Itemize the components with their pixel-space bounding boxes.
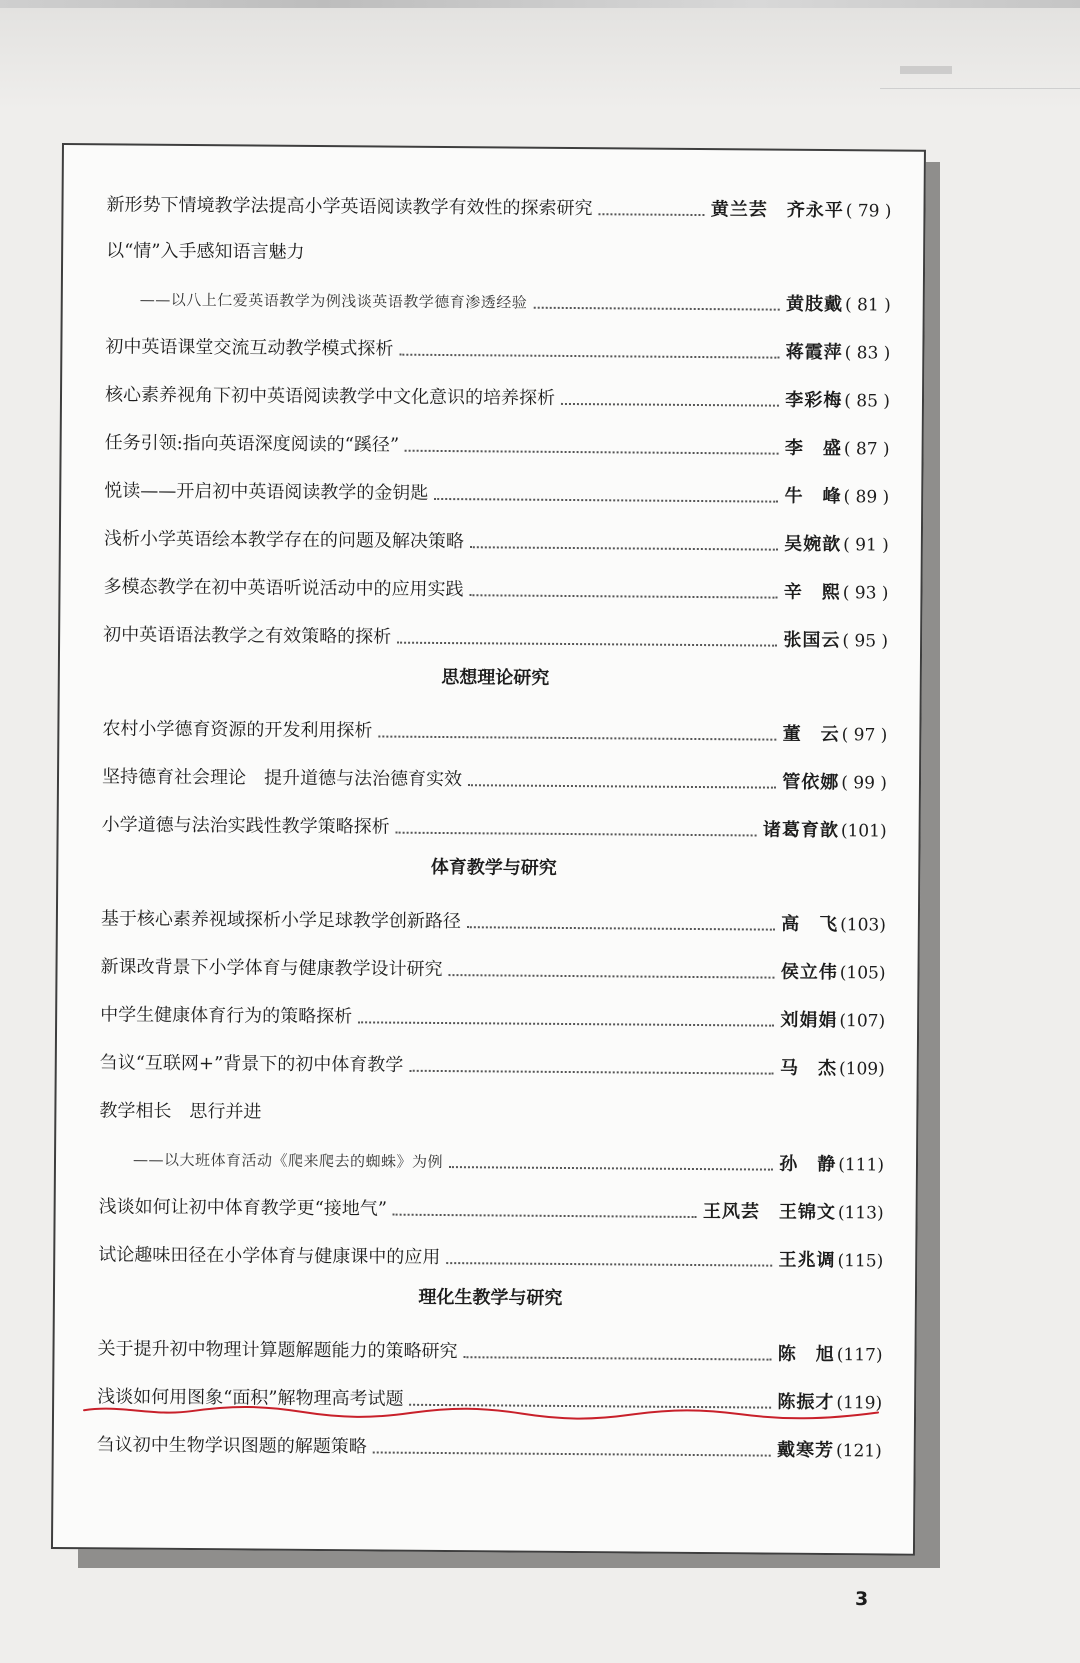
entry-page: (119) <box>836 1393 883 1414</box>
entry-title: 新形势下情境教学法提高小学英语阅读教学有效性的探索研究 <box>106 194 593 220</box>
entry-author: 戴寒芳 <box>776 1439 835 1462</box>
leader-dots <box>397 642 777 647</box>
leader-dots <box>409 1070 774 1075</box>
entry-title: 中学生健康体育行为的策略探析 <box>100 1004 353 1028</box>
entry-author: 王风芸 王锦文 <box>702 1201 836 1224</box>
leader-dots <box>469 594 777 598</box>
toc-entry[interactable] <box>105 371 890 413</box>
entry-title: 核心素养视角下初中英语阅读教学中文化意识的培养探析 <box>104 384 556 409</box>
toc-entry[interactable] <box>106 227 891 269</box>
leader-dots <box>468 784 776 788</box>
entry-page: ( 85 ) <box>844 391 891 412</box>
entry-page: ( 79 ) <box>845 201 892 222</box>
toc-entry[interactable] <box>100 1039 885 1081</box>
leader-dots <box>463 1356 771 1360</box>
entry-author: 黄肢戴 <box>785 293 844 316</box>
leader-dots <box>448 974 774 979</box>
entry-author: 吴婉歆 <box>784 533 842 556</box>
entry-page: (107) <box>839 1011 886 1032</box>
toc-entry[interactable] <box>101 895 886 937</box>
toc-entry[interactable] <box>102 801 887 843</box>
leader-dots <box>561 403 779 407</box>
entry-page: ( 97 ) <box>841 725 888 746</box>
entry-author: 辛 熙 <box>783 581 841 604</box>
toc-entry[interactable] <box>102 705 887 747</box>
leader-dots <box>378 736 776 741</box>
entry-page: (105) <box>839 963 886 984</box>
entry-subtitle: ——以大班体育活动《爬来爬去的蜘蛛》为例 <box>132 1150 444 1172</box>
entry-author: 高 飞 <box>781 913 839 936</box>
entry-page: (121) <box>835 1441 882 1462</box>
entry-author: 李彩梅 <box>785 389 843 412</box>
entry-page: ( 81 ) <box>844 295 891 316</box>
leader-dots <box>434 498 778 503</box>
entry-author: 孙 静 <box>779 1153 837 1176</box>
entry-author: 张国云 <box>783 629 841 652</box>
entry-page: (109) <box>838 1059 885 1080</box>
entry-author: 马 杰 <box>779 1057 838 1080</box>
leader-dots <box>598 213 704 216</box>
leader-dots <box>467 926 775 930</box>
entry-title: 农村小学德育资源的开发利用探析 <box>102 718 373 742</box>
toc-entry-subtitle[interactable] <box>99 1135 884 1177</box>
leader-dots <box>373 1451 771 1456</box>
entry-page: (115) <box>837 1251 884 1272</box>
section-heading: 理化生教学与研究 <box>418 1286 563 1309</box>
entry-title: 教学相长 思行并进 <box>99 1100 262 1123</box>
toc-frame <box>51 143 926 1556</box>
section-heading: 思想理论研究 <box>441 666 550 689</box>
leader-dots <box>470 546 778 550</box>
entry-title: 悦读——开启初中英语阅读教学的金钥匙 <box>104 480 429 504</box>
entry-page: ( 89 ) <box>843 487 890 508</box>
page-top-shadow <box>0 0 1080 110</box>
entry-author: 牛 峰 <box>784 485 842 508</box>
leader-dots <box>533 307 780 311</box>
toc-entry[interactable] <box>103 563 888 605</box>
entry-author: 刘娟娟 <box>780 1009 838 1032</box>
entry-title: 初中英语语法教学之有效策略的探析 <box>103 624 392 648</box>
entry-title: 浅析小学英语绘本教学存在的问题及解决策略 <box>103 528 464 553</box>
entry-title: 多模态教学在初中英语听说活动中的应用实践 <box>103 576 464 601</box>
entry-page: (117) <box>836 1345 883 1366</box>
entry-author: 董 云 <box>782 723 840 746</box>
toc-entry[interactable] <box>97 1325 882 1367</box>
entry-page: ( 99 ) <box>841 773 888 794</box>
entry-page: (113) <box>837 1203 884 1224</box>
entry-title: 小学道德与法治实践性教学策略探析 <box>101 814 390 838</box>
header-rule <box>880 88 1080 89</box>
toc-entry[interactable] <box>104 467 889 509</box>
leader-dots <box>393 1214 697 1218</box>
entry-page: ( 87 ) <box>843 439 890 460</box>
entry-author: 侯立伟 <box>780 961 838 984</box>
toc-entry[interactable] <box>105 323 890 365</box>
leader-dots <box>399 354 779 359</box>
entry-title: 新课改背景下小学体育与健康教学设计研究 <box>100 956 443 981</box>
entry-page: ( 91 ) <box>843 535 889 556</box>
entry-author: 管依娜 <box>782 771 840 794</box>
toc-entry[interactable] <box>104 515 889 557</box>
entry-author: 陈 旭 <box>777 1343 835 1366</box>
running-header-mark <box>900 66 952 74</box>
toc-entry[interactable] <box>98 1231 883 1273</box>
entry-title: 试论趣味田径在小学体育与健康课中的应用 <box>98 1244 441 1269</box>
leader-dots <box>449 1166 773 1171</box>
toc-entry[interactable] <box>99 1087 884 1129</box>
page-number: 3 <box>855 1588 869 1610</box>
entry-page: (111) <box>838 1155 885 1176</box>
entry-title: 初中英语课堂交流互动教学模式探析 <box>105 336 394 360</box>
entry-title: 浅谈如何用图象“面积”解物理高考试题 <box>97 1386 404 1410</box>
entry-author: 王兆调 <box>778 1249 836 1272</box>
entry-title: 关于提升初中物理计算题解题能力的策略研究 <box>97 1338 458 1363</box>
entry-author: 蒋霞萍 <box>785 341 843 364</box>
entry-author: 陈振才 <box>777 1391 835 1414</box>
entry-page: (103) <box>840 915 886 936</box>
toc-entry[interactable] <box>103 611 888 653</box>
entry-title: 坚持德育社会理论 提升道德与法治德育实效 <box>101 766 463 791</box>
leader-dots <box>358 1021 774 1026</box>
toc-entry[interactable] <box>99 1183 884 1225</box>
entry-title: 刍议“互联网+”背景下的初中体育教学 <box>99 1052 404 1076</box>
entry-author: 黄兰芸 齐永平 <box>710 199 844 222</box>
entry-page: (101) <box>840 821 887 842</box>
leader-dots <box>396 832 757 837</box>
entry-title: 基于核心素养视域探析小学足球教学创新路径 <box>100 908 461 933</box>
entry-subtitle: ——以八上仁爱英语教学为例浅谈英语教学德育渗透经验 <box>139 290 528 312</box>
toc-entry[interactable] <box>105 419 890 461</box>
toc-entry[interactable] <box>100 943 885 985</box>
leader-dots <box>446 1262 772 1267</box>
toc-entry[interactable] <box>100 991 885 1033</box>
toc-entry[interactable] <box>106 181 891 223</box>
entry-title: 任务引领:指向英语深度阅读的“蹊径” <box>104 432 400 456</box>
toc-entry-subtitle[interactable] <box>106 275 891 317</box>
entry-author: 李 盛 <box>784 437 842 460</box>
entry-page: ( 95 ) <box>842 631 889 652</box>
section-heading: 体育教学与研究 <box>430 856 557 879</box>
leader-dots <box>405 450 779 455</box>
entry-title: 刍议初中生物学识图题的解题策略 <box>96 1434 367 1458</box>
entry-title: 浅谈如何让初中体育教学更“接地气” <box>98 1196 388 1220</box>
entry-page: ( 93 ) <box>842 583 889 604</box>
previous-page-edge <box>0 0 1080 8</box>
entry-page: ( 83 ) <box>844 343 891 364</box>
entry-author: 诸葛育歆 <box>762 819 839 842</box>
entry-title: 以“情”入手感知语言魅力 <box>106 240 305 263</box>
toc-entry[interactable] <box>97 1421 882 1463</box>
toc-entry[interactable] <box>102 753 887 795</box>
